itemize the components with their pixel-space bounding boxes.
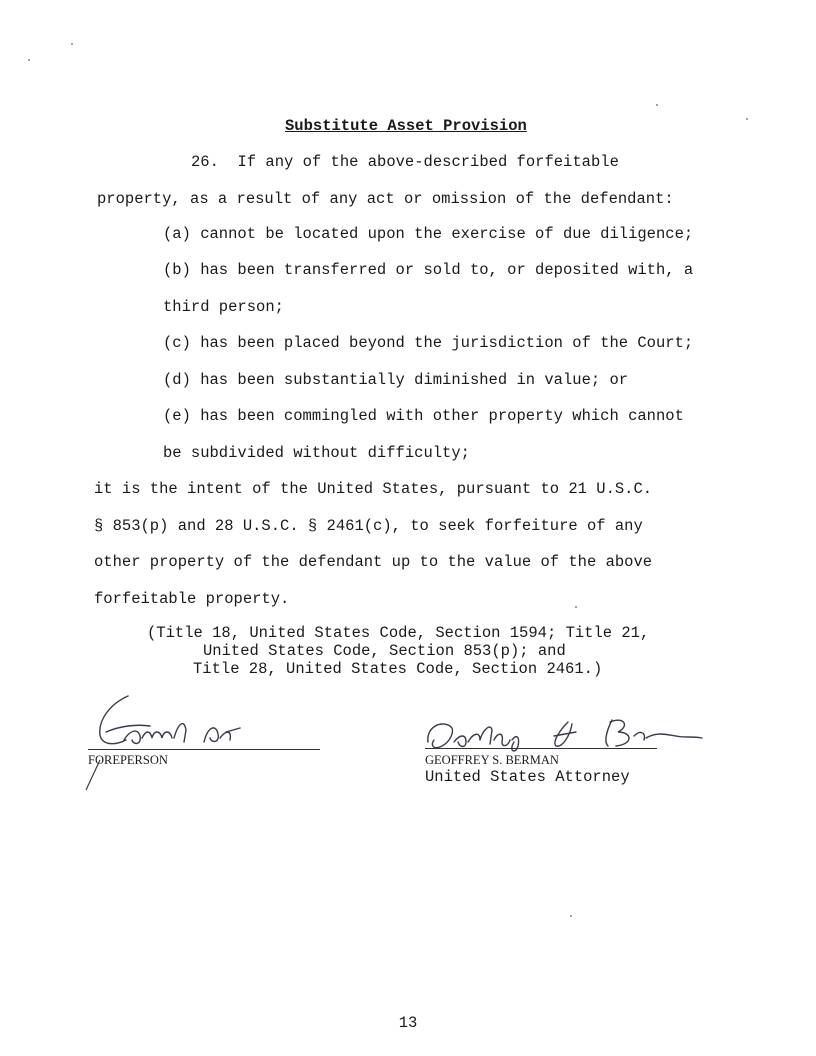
list-item: (e) has been commingled with other property which cannot — [163, 407, 684, 425]
conclusion-line: § 853(p) and 28 U.S.C. § 2461(c), to seek forfeiture of any — [94, 517, 643, 535]
list-item: (d) has been substantially diminished in value; or — [163, 371, 629, 389]
scan-speck — [71, 43, 73, 45]
list-item: (a) cannot be located upon the exercise of due diligence; — [163, 225, 694, 243]
scan-speck — [575, 606, 577, 608]
citation-line: (Title 18, United States Code, Section 1594; Title 21, — [147, 624, 650, 642]
scan-speck — [28, 59, 30, 61]
section-heading: Substitute Asset Provision — [285, 117, 527, 135]
foreperson-signature — [80, 690, 300, 800]
list-item: third person; — [163, 298, 284, 316]
paragraph-line: property, as a result of any act or omission of the defendant: — [97, 190, 674, 208]
paragraph-line: 26. If any of the above-described forfeitable — [191, 153, 619, 171]
foreperson-signature-line — [88, 749, 320, 750]
list-item: (b) has been transferred or sold to, or deposited with, a — [163, 261, 694, 279]
conclusion-line: other property of the defendant up to the value of the above — [94, 553, 653, 571]
scan-speck — [746, 118, 748, 120]
attorney-signature-line — [425, 748, 657, 749]
list-item: be subdivided without difficulty; — [163, 444, 470, 462]
foreperson-label: FOREPERSON — [88, 753, 168, 767]
scan-speck — [656, 104, 658, 106]
citation-line: Title 28, United States Code, Section 2461.) — [193, 660, 603, 678]
conclusion-line: forfeitable property. — [94, 590, 290, 608]
attorney-title: United States Attorney — [425, 768, 630, 786]
citation-line: United States Code, Section 853(p); and — [203, 642, 566, 660]
scan-speck — [570, 915, 572, 917]
conclusion-line: it is the intent of the United States, pursuant to 21 U.S.C. — [94, 480, 653, 498]
page-number: 13 — [398, 1014, 418, 1032]
list-item: (c) has been placed beyond the jurisdiction of the Court; — [163, 334, 694, 352]
attorney-name: GEOFFREY S. BERMAN — [425, 753, 559, 767]
